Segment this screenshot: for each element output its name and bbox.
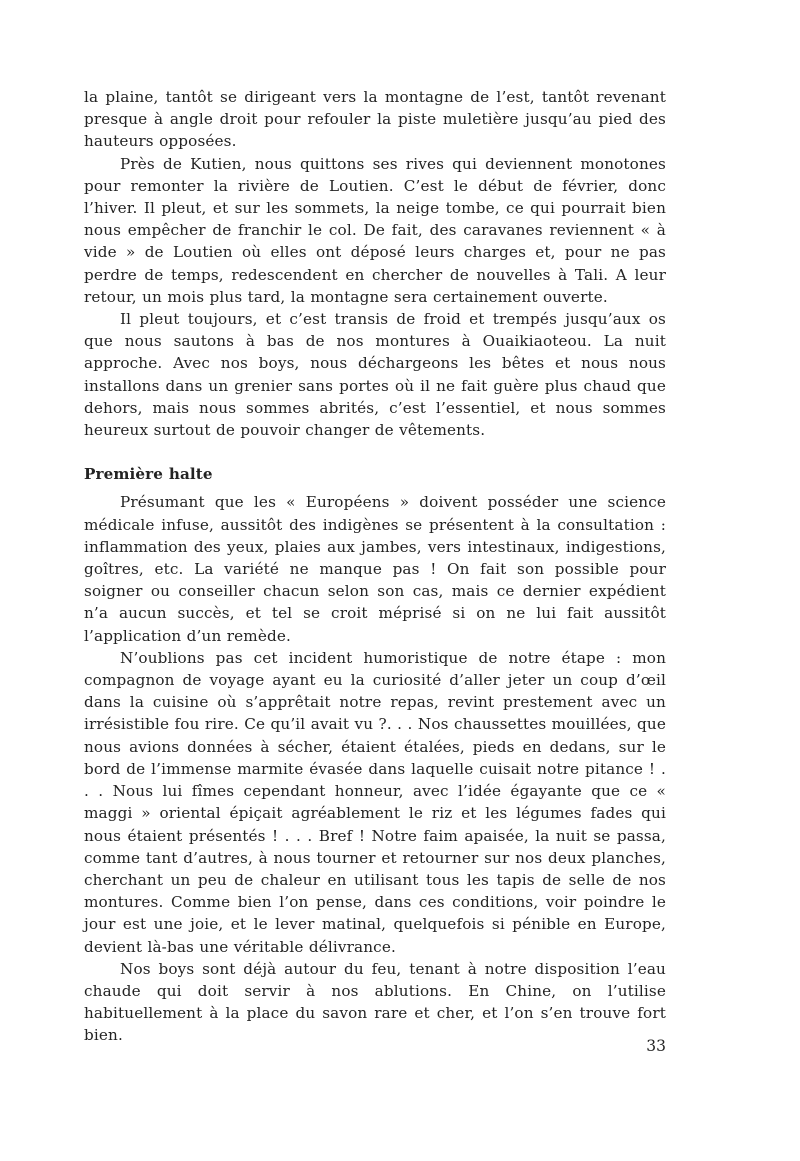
paragraph-consultation: Présumant que les « Européens » doivent posséder une science médicale infuse, aussitôt des indigènes se présentent à la consultation : inflammation des yeux, plaies aux jambes, vers intestinaux, indigestions, goîtres, etc. La variété ne manque pas ! On fait son possible pour soigner ou conseiller chacun selon son cas, mais ce dernier expédient n’a aucun succès, et tel se croit méprisé si on ne lui fait aussitôt l’application d’un remède. — [84, 493, 666, 645]
section-heading: Première halte — [84, 465, 213, 484]
paragraph-boys: Nos boys sont déjà autour du feu, tenant à notre disposition l’eau chaude qui doit servir à nos ablutions. En Chine, on l’utilise habituellement à la place du savon rare et cher, et l’on s’en trouve fort bien. — [84, 959, 666, 1045]
paragraph-kutien: Près de Kutien, nous quittons ses rives qui deviennent monotones pour remonter la rivière de Loutien. C’est le début de février, donc l’hiver. Il pleut, et sur les sommets, la neige tombe, ce qui pourrait bien nous empêcher de franchir le col. De fait, des caravanes reviennent « à vide » de Loutien où elles ont déposé leurs charges et, pour ne pas perdre de temps, redescendent en chercher de nouvelles à Tali. A leur retour, un mois plus tard, la montagne sera certainement ouverte. — [84, 154, 666, 306]
page-number: 33 — [646, 1037, 666, 1055]
paragraph-continuation: la plaine, tantôt se dirigeant vers la montagne de l’est, tantôt revenant presque à angle droit pour refouler la piste muletière jusqu’au pied des hauteurs opposées. — [84, 88, 666, 151]
paragraph-incident: N’oublions pas cet incident humoristique de notre étape : mon compagnon de voyage ayant eu la curiosité d’aller jeter un coup d’œil dans la cuisine où s’apprêtait notre repas, revint prestement avec un irrésistible fou rire. Ce qu’il avait vu ?. . . Nos chaussettes mouillées, que nous avions données à sécher, étaient étalées, pieds en dedans, sur le bord de l’immense marmite évasée dans laquelle cuisait notre pitance ! . . . Nous lui fîmes cependant honneur, avec l’idée égayante que ce « maggi » oriental épiçait agréablement le riz et les légumes fades qui nous étaient présentés ! . . . Bref ! Notre faim apaisée, la nuit se passa, comme tant d’autres, à nous tourner et retourner sur nos deux planches, cherchant un peu de chaleur en utilisant tous les tapis de selle de nos montures. Comme bien l’on pense, dans ces conditions, voir poindre le jour est une joie, et le lever matinal, quelquefois si pénible en Europe, devient là-bas une véritable délivrance. — [84, 648, 666, 956]
page-body — [84, 86, 666, 1047]
paragraph-rain: Il pleut toujours, et c’est transis de froid et trempés jusqu’aux os que nous sautons à bas de nos montures à Ouaikiaoteou. La nuit approche. Avec nos boys, nous déchargeons les bêtes et nous nous installons dans un grenier sans portes où il ne fait guère plus chaud que dehors, mais nous sommes abrités, c’est l’essentiel, et nous sommes heureux surtout de pouvoir changer de vêtements. — [84, 310, 666, 440]
